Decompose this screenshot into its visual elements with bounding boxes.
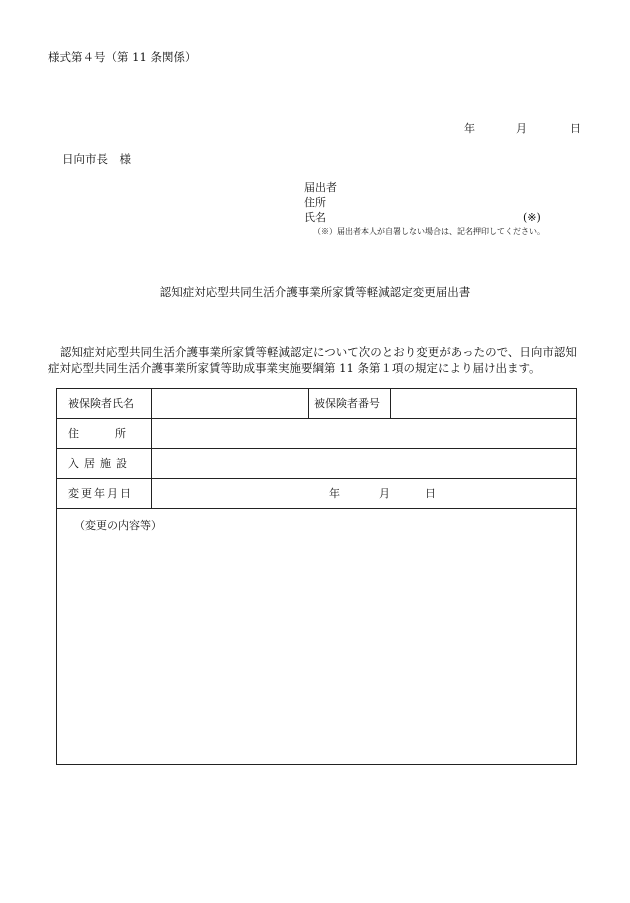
change-date-year: 年: [329, 487, 340, 500]
insured-number-field[interactable]: [391, 389, 577, 418]
table-row-insured: [57, 389, 576, 419]
facility-label: 入居施設: [68, 457, 132, 470]
submitter-address-label: 住所: [304, 196, 326, 209]
changes-field[interactable]: [57, 509, 576, 764]
date-day-label: 日: [570, 122, 581, 135]
table-row-address: [57, 419, 576, 449]
signature-note: （※）届出者本人が自署しない場合は、記名押印してください。: [313, 227, 545, 236]
form-table: [56, 388, 577, 765]
column-divider: [308, 389, 309, 418]
insured-name-label: 被保険者氏名: [68, 397, 134, 410]
submitter-name-label: 氏名: [304, 211, 326, 224]
insured-name-field[interactable]: [152, 389, 308, 418]
insured-number-label: 被保険者番号: [314, 397, 380, 410]
address-field[interactable]: [152, 419, 577, 448]
document-title: 認知症対応型共同生活介護事業所家賃等軽減認定変更届出書: [159, 285, 471, 299]
submitter-label: 届出者: [304, 181, 337, 194]
address-label: 住所: [68, 427, 162, 440]
date-month-label: 月: [516, 122, 527, 135]
addressee: 日向市長 様: [62, 152, 131, 166]
date-year-label: 年: [464, 122, 475, 135]
facility-field[interactable]: [152, 449, 577, 478]
change-date-month: 月: [379, 487, 390, 500]
form-number: 様式第４号（第 11 条関係）: [48, 50, 197, 64]
changes-label: （変更の内容等）: [74, 519, 162, 532]
seal-mark: (※): [523, 211, 541, 224]
change-date-day: 日: [425, 487, 436, 500]
change-date-label: 変更年月日: [68, 487, 133, 500]
table-row-change-date: [57, 479, 576, 509]
table-row-facility: [57, 449, 576, 479]
change-date-field[interactable]: [152, 479, 577, 508]
body-text: 認知症対応型共同生活介護事業所家賃等軽減認定について次のとおり変更があったので、日向市認知症対応型共同生活介護事業所家賃等助成事業実施要綱第 11 条第１項の規定により届け出ます。: [48, 345, 577, 375]
